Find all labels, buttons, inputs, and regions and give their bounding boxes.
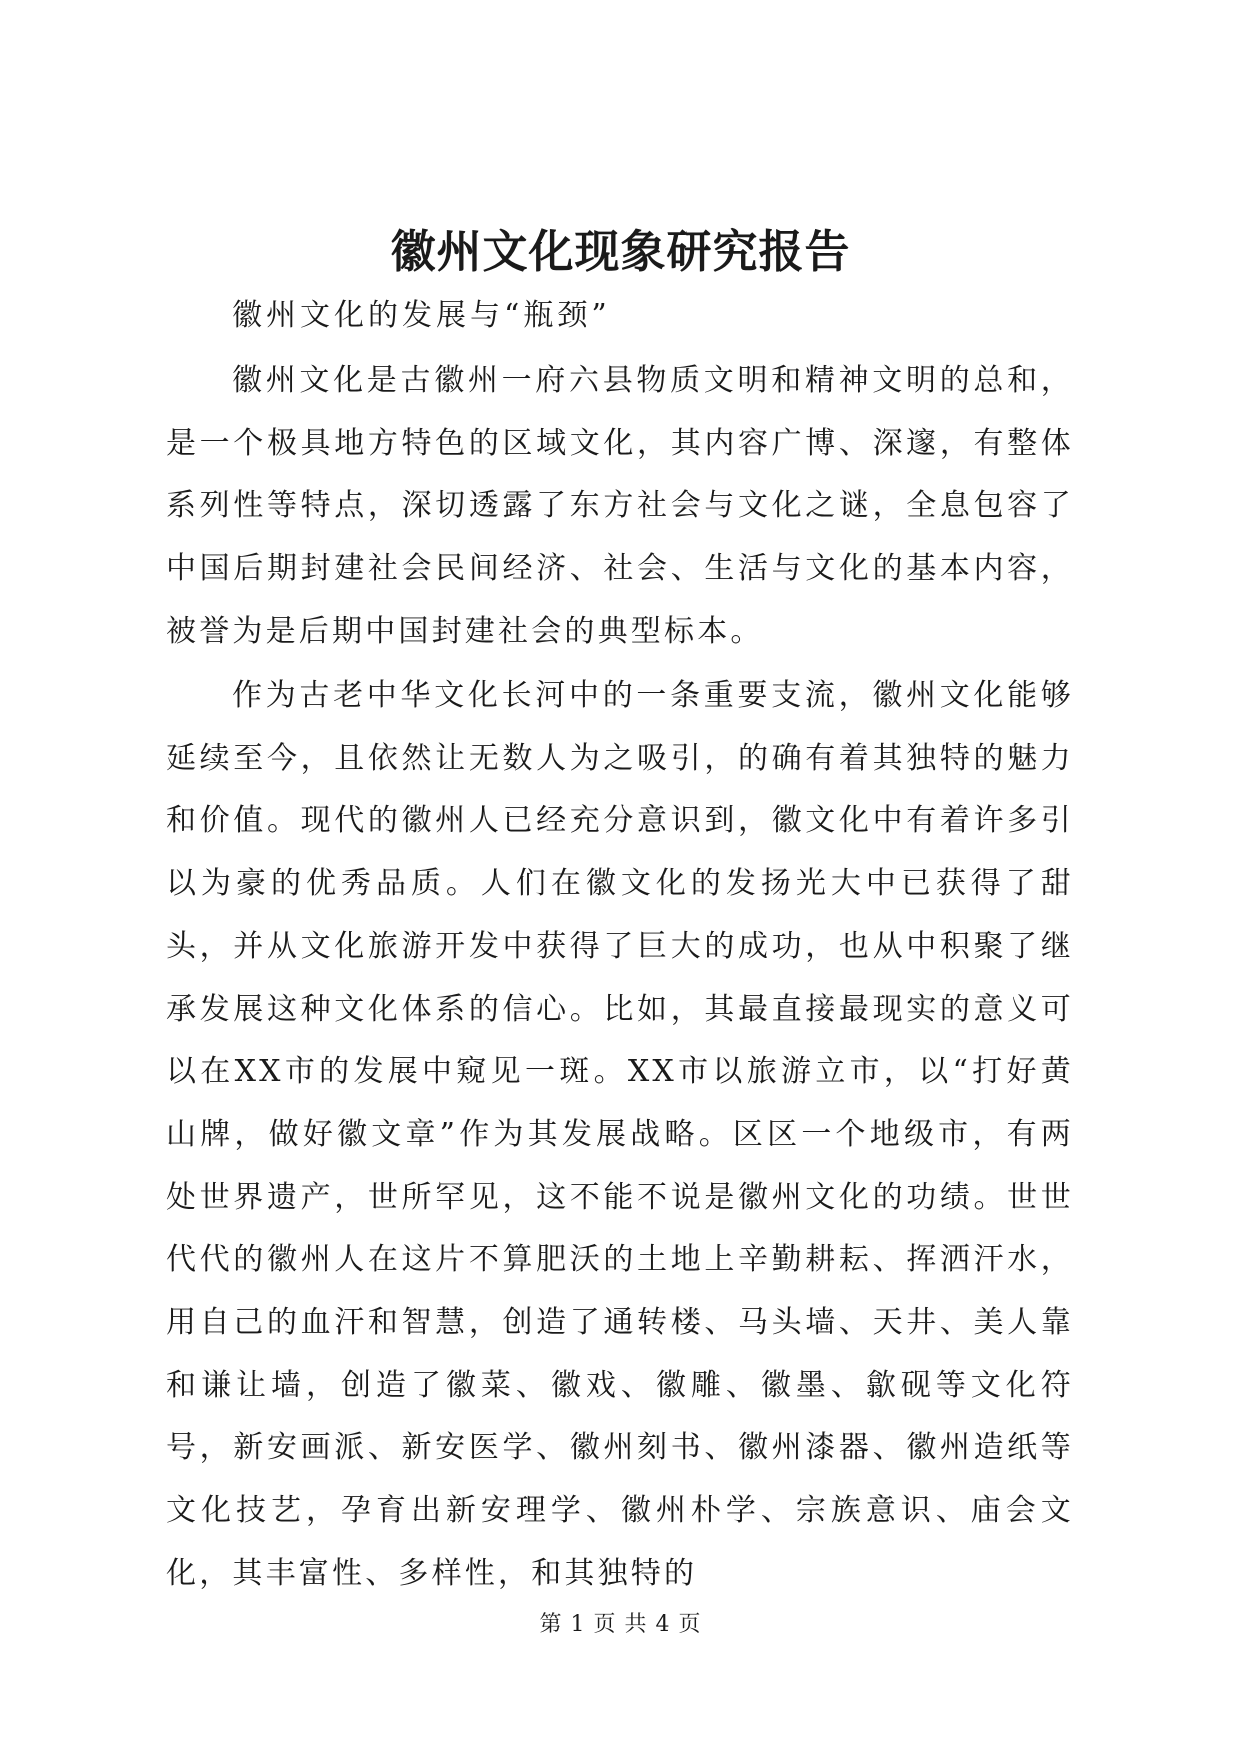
section-subheading: 徽州文化的发展与“瓶颈” [232,298,611,333]
page-footer: 第 1 页 共 4 页 [539,1612,702,1637]
body-paragraph-1: 徽州文化是古徽州一府六县物质文明和精神文明的总和，是一个极具地方特色的区域文化，其内容广博、深邃，有整体系列性等特点，深切透露了东方社会与文化之谜，全息包容了中国后期封建社会民间经济、社会、生活与文化的基本内容，被誉为是后期中国封建社会的典型标本。 [166,363,1074,649]
body-paragraph-2: 作为古老中华文化长河中的一条重要支流，徽州文化能够延续至今，且依然让无数人为之吸引，的确有着其独特的魅力和价值。现代的徽州人已经充分意识到，徽文化中有着许多引以为豪的优秀品质。人们在徽文化的发扬光大中已获得了甜头，并从文化旅游开发中获得了巨大的成功，也从中积聚了继承发展这种文化体系的信心。比如，其最直接最现实的意义可以在XX市的发展中窥见一斑。XX市以旅游立市，以“打好黄山牌，做好徽文章”作为其发展战略。区区一个地级市，有两处世界遗产，世所罕见，这不能不说是徽州文化的功绩。世世代代的徽州人在这片不算肥沃的土地上辛勤耕耘、挥洒汗水，用自己的血汗和智慧，创造了通转楼、马头墙、天井、美人靠和谦让墙，创造了徽菜、徽戏、徽雕、徽墨、歙砚等文化符号，新安画派、新安医学、徽州刻书、徽州漆器、徽州造纸等文化技艺，孕育出新安理学、徽州朴学、宗族意识、庙会文化，其丰富性、多样性，和其独特的 [166,678,1074,1591]
document-title: 徽州文化现象研究报告 [390,225,851,278]
